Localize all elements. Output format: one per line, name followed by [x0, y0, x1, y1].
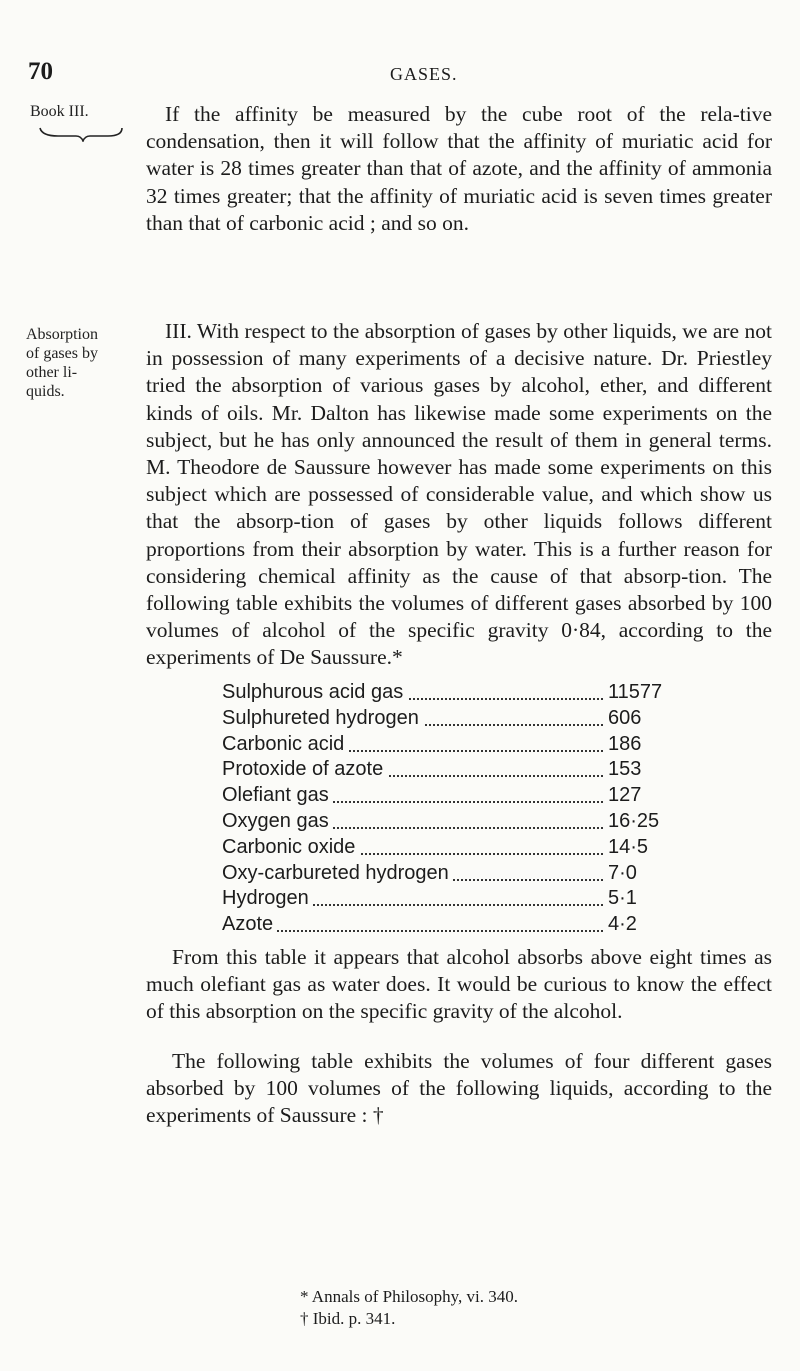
sidenote-line: other li-	[26, 364, 78, 381]
gas-name: Protoxide of azote	[222, 757, 387, 783]
gas-name: Azote	[222, 912, 277, 938]
running-head: GASES.	[390, 64, 458, 84]
gas-volume: 5·1	[604, 886, 718, 912]
table-row	[222, 912, 742, 938]
absorption-sidenote	[26, 325, 118, 401]
gas-volume: 186	[604, 732, 718, 758]
brace-ornament	[38, 126, 124, 142]
book-sidenote: Book III.	[30, 103, 89, 120]
sidenote-line: Absorption	[26, 326, 98, 343]
table-row	[222, 809, 742, 835]
gas-volume: 11577	[604, 680, 718, 706]
gas-volume: 7·0	[604, 861, 718, 887]
gas-volume: 4·2	[604, 912, 718, 938]
gas-name: Carbonic oxide	[222, 835, 359, 861]
gas-name: Oxy-carbureted hydrogen	[222, 861, 453, 887]
gas-volume: 127	[604, 783, 718, 809]
table-row	[222, 835, 742, 861]
gas-name: Olefiant gas	[222, 783, 333, 809]
gas-volume: 606	[604, 706, 718, 732]
gas-name: Sulphureted hydrogen	[222, 706, 423, 732]
table-row	[222, 886, 742, 912]
gas-volume: 16·25	[604, 809, 718, 835]
table-row	[222, 680, 742, 706]
table-row	[222, 706, 742, 732]
gas-name: Oxygen gas	[222, 809, 333, 835]
table-row	[222, 732, 742, 758]
sidenote-line: of gases by	[26, 345, 98, 362]
table-row	[222, 757, 742, 783]
footnotes	[300, 1286, 518, 1330]
gas-volume: 14·5	[604, 835, 718, 861]
gas-name: Sulphurous acid gas	[222, 680, 407, 706]
table-row	[222, 861, 742, 887]
paragraph-following-table: The following table exhibits the volumes of four different gases absorbed by 100 volumes of the following liquids, according to the experiments of Saussure : †	[146, 1049, 772, 1128]
page-header	[0, 58, 800, 88]
paragraph-olefiant: From this table it appears that alcohol absorbs above eight times as much olefiant gas as water does. It would be curious to know the effect of this absorption on the specific gravity of the alcohol.	[146, 945, 772, 1024]
paragraph-affinity: If the affinity be measured by the cube root of the rela-tive condensation, then it will follow that the affinity of muriatic acid for water is 28 times greater than that of azote, and the affinity of ammonia 32 times greater; that the affinity of muriatic acid is seven times greater than that of carbonic acid ; and so on.	[146, 102, 772, 235]
gas-volume: 153	[604, 757, 718, 783]
paragraph-absorption: III. With respect to the absorption of gases by other liquids, we are not in possession of many experiments of a decisive nature. Dr. Priestley tried the absorption of various gases by alcohol, ether, and different kinds of oils. Mr. Dalton has likewise made some experiments on the subject, but he has only announced the result of them in general terms. M. Theodore de Saussure however has made some experiments on this subject which are possessed of considerable value, and which show us that the absorp-tion of gases by other liquids follows different proportions from their absorption by water. This is a further reason for considering chemical affinity as the cause of that absorp-tion. The following table exhibits the volumes of different gases absorbed by 100 volumes of alcohol of the specific gravity 0·84, according to the experiments of De Saussure.*	[146, 319, 772, 670]
footnote: * Annals of Philosophy, vi. 340.	[300, 1287, 519, 1306]
sidenote-line: quids.	[26, 383, 65, 400]
gas-name: Hydrogen	[222, 886, 313, 912]
gas-name: Carbonic acid	[222, 732, 348, 758]
table-row	[222, 783, 742, 809]
footnote: † Ibid. p. 341.	[300, 1309, 396, 1328]
page-number: 70	[28, 58, 53, 85]
gas-absorption-table	[222, 680, 742, 938]
